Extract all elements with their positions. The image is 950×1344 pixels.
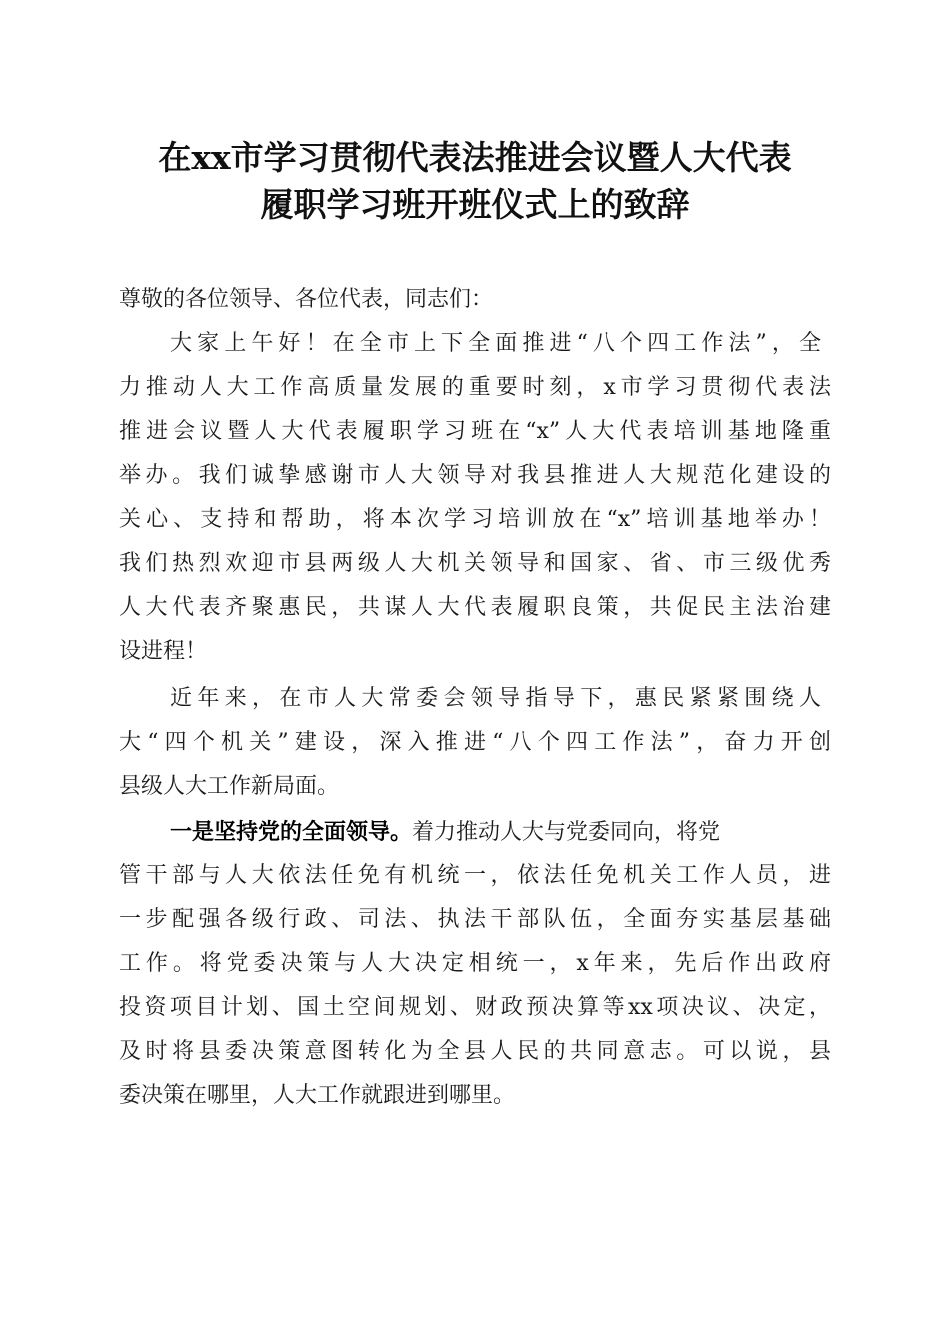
paragraph-1-line-7: 人大代表齐聚惠民，共谋人大代表履职良策，共促民主法治建	[119, 595, 831, 620]
paragraph-3-first-line-rest: 着力推动人大与党委同向，将党	[412, 820, 721, 845]
salutation: 尊敬的各位领导、各位代表，同志们：	[119, 287, 494, 312]
paragraph-1-line-8: 设进程！	[119, 639, 208, 664]
paragraph-1-line-1: 大家上午好！在全市上下全面推进“八个四工作法”，全	[170, 331, 821, 356]
paragraph-1-line-3: 推进会议暨人大代表履职学习班在“x”人大代表培训基地隆重	[119, 419, 831, 444]
paragraph-3-line-5: 投资项目计划、国土空间规划、财政预决算等xx项决议、决定，	[119, 995, 831, 1020]
paragraph-1-line-6: 我们热烈欢迎市县两级人大机关领导和国家、省、市三级优秀	[119, 551, 831, 576]
paragraph-2-line-2: 大“四个机关”建设，深入推进“八个四工作法”，奋力开创	[119, 730, 831, 755]
paragraph-3-line-2: 管干部与人大依法任免有机统一，依法任免机关工作人员，进	[119, 863, 831, 888]
paragraph-3-line-6: 及时将县委决策意图转化为全县人民的共同意志。可以说，县	[119, 1039, 831, 1064]
paragraph-3-line-3: 一步配强各级行政、司法、执法干部队伍，全面夯实基层基础	[119, 907, 831, 932]
document-title-line-1: 在xx市学习贯彻代表法推进会议暨人大代表	[158, 138, 792, 177]
paragraph-1-line-5: 关心、支持和帮助，将本次学习培训放在“x”培训基地举办！	[119, 507, 831, 532]
paragraph-3-bold-lead: 一是坚持党的全面领导。	[170, 819, 413, 845]
paragraph-1-line-4: 举办。我们诚挚感谢市人大领导对我县推进人大规范化建设的	[119, 463, 831, 488]
paragraph-3-heading	[170, 810, 882, 855]
document-title-line-2: 履职学习班开班仪式上的致辞	[260, 185, 690, 224]
paragraph-2-line-3: 县级人大工作新局面。	[119, 774, 340, 799]
paragraph-1-line-2: 力推动人大工作高质量发展的重要时刻，x市学习贯彻代表法	[119, 375, 831, 400]
paragraph-2-line-1: 近年来，在市人大常委会领导指导下，惠民紧紧围绕人	[170, 686, 821, 711]
paragraph-3-line-7: 委决策在哪里，人大工作就跟进到哪里。	[119, 1083, 516, 1108]
paragraph-3-line-4: 工作。将党委决策与人大决定相统一，x年来，先后作出政府	[119, 951, 831, 976]
